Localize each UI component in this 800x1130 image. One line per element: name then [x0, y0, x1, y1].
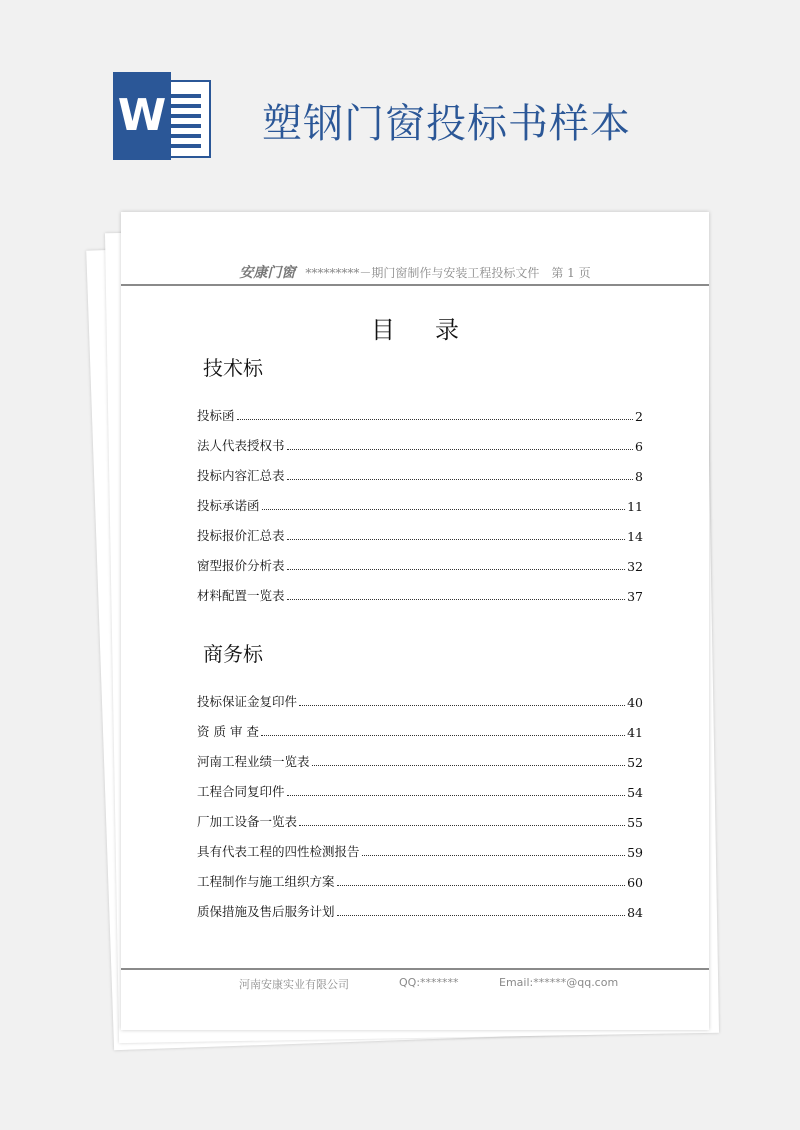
- toc-entry-page: 2: [635, 409, 643, 424]
- footer-qq: QQ:*******: [399, 976, 459, 989]
- toc-entry-page: 6: [635, 439, 643, 454]
- running-header-brand: 安康门窗: [239, 265, 296, 281]
- toc-entry[interactable]: [197, 830, 643, 860]
- toc-dot-leader: [287, 795, 626, 796]
- section-heading-technical: 技术标: [203, 356, 263, 380]
- running-header: [121, 262, 709, 282]
- toc-entry-label: 工程制作与施工组织方案: [197, 874, 335, 889]
- toc-entry[interactable]: [197, 710, 643, 740]
- footer-company: 河南安康实业有限公司: [239, 978, 349, 991]
- word-logo-icon: [113, 72, 213, 160]
- toc-dot-leader: [287, 449, 634, 450]
- toc-entry[interactable]: [197, 484, 643, 514]
- toc-entry-page: 8: [635, 469, 643, 484]
- toc-entry[interactable]: [197, 424, 643, 454]
- toc-entry-label: 投标内容汇总表: [197, 468, 285, 483]
- toc-entry[interactable]: [197, 574, 643, 604]
- toc-dot-leader: [312, 765, 626, 766]
- toc-entry-page: 84: [627, 905, 643, 920]
- toc-entry-page: 52: [627, 755, 643, 770]
- toc-entry-page: 41: [627, 725, 643, 740]
- toc-entry[interactable]: [197, 770, 643, 800]
- toc-list-business: [197, 680, 643, 920]
- toc-entry-page: 59: [627, 845, 643, 860]
- toc-dot-leader: [261, 735, 625, 736]
- header-rule: [121, 284, 709, 286]
- toc-dot-leader: [362, 855, 626, 856]
- toc-dot-leader: [287, 569, 626, 570]
- toc-entry[interactable]: [197, 860, 643, 890]
- toc-entry-label: 投标函: [197, 408, 235, 423]
- footer-email: Email:******@qq.com: [499, 976, 619, 989]
- toc-entry-label: 法人代表授权书: [197, 438, 285, 453]
- page-title: 塑钢门窗投标书样本: [262, 101, 631, 147]
- toc-entry-label: 工程合同复印件: [197, 784, 285, 799]
- toc-entry-label: 投标保证金复印件: [197, 694, 298, 709]
- toc-entry[interactable]: [197, 454, 643, 484]
- toc-entry-page: 37: [627, 589, 643, 604]
- toc-entry-label: 投标报价汇总表: [197, 528, 285, 543]
- toc-entry[interactable]: [197, 740, 643, 770]
- toc-entry[interactable]: [197, 394, 643, 424]
- toc-entry-label: 河南工程业绩一览表: [197, 754, 310, 769]
- toc-dot-leader: [299, 705, 625, 706]
- toc-entry-page: 11: [627, 499, 643, 514]
- toc-entry-page: 60: [627, 875, 643, 890]
- toc-entry-page: 54: [627, 785, 643, 800]
- toc-dot-leader: [287, 599, 626, 600]
- document-page: [121, 212, 709, 1030]
- toc-entry[interactable]: [197, 680, 643, 710]
- toc-entry[interactable]: [197, 514, 643, 544]
- section-heading-business: 商务标: [203, 642, 263, 666]
- toc-entry-label: 厂加工设备一览表: [197, 814, 298, 829]
- word-letter: W: [113, 72, 171, 160]
- toc-dot-leader: [262, 509, 626, 510]
- toc-entry-label: 材料配置一览表: [197, 588, 285, 603]
- toc-entry[interactable]: [197, 544, 643, 574]
- toc-entry-label: 窗型报价分析表: [197, 558, 285, 573]
- toc-dot-leader: [337, 885, 626, 886]
- toc-entry-page: 32: [627, 559, 643, 574]
- toc-entry[interactable]: [197, 800, 643, 830]
- toc-dot-leader: [287, 479, 634, 480]
- toc-entry-label: 投标承诺函: [197, 498, 260, 513]
- toc-dot-leader: [337, 915, 626, 916]
- toc-entry-page: 55: [627, 815, 643, 830]
- footer-rule: [121, 968, 709, 970]
- toc-dot-leader: [299, 825, 625, 826]
- toc-dot-leader: [287, 539, 626, 540]
- running-header-text: *********－期门窗制作与安装工程投标文件 第 1 页: [305, 266, 591, 280]
- toc-entry-label: 资 质 审 查: [197, 724, 259, 739]
- toc-dot-leader: [237, 419, 634, 420]
- toc-title: 目录: [371, 316, 499, 344]
- toc-entry-label: 具有代表工程的四性检测报告: [197, 844, 360, 859]
- toc-list-technical: [197, 394, 643, 604]
- toc-entry-label: 质保措施及售后服务计划: [197, 904, 335, 919]
- toc-entry[interactable]: [197, 890, 643, 920]
- toc-entry-page: 14: [627, 529, 643, 544]
- toc-entry-page: 40: [627, 695, 643, 710]
